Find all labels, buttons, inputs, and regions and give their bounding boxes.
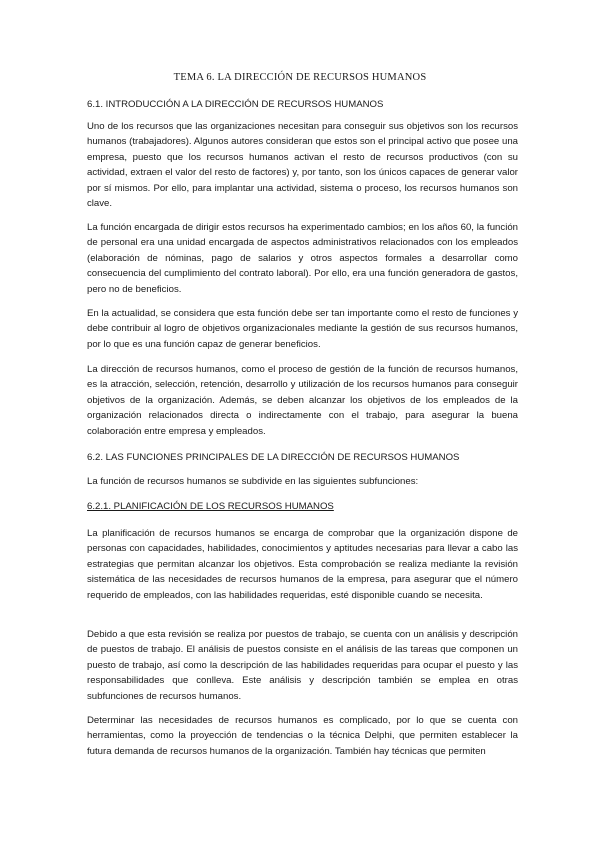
paragraph-planning-3: Determinar las necesidades de recursos humanos es complicado, por lo que se cuenta con herramientas, como la proyección de tendencias o la técnica Delphi, que permiten establecer la futura demanda de recursos humanos de la organización. También hay técnicas que permiten — [87, 715, 518, 757]
paragraph-planning-1: La planificación de recursos humanos se encarga de comprobar que la organización dispone de personas con capacidades, habilidades, conocimientos y aptitudes necesarias para llevar a cabo las estrategias que permitan alcanzar los objetivos. Esta comprobación se realiza mediante la revisión sistemática de las necesidades de recursos humanos de la empresa, para asegurar que el número requerido de empleados, con las habilidades requeridas, esté disponible cuando se necesita. — [87, 528, 518, 601]
section-heading-6-1: 6.1. INTRODUCCIÓN A LA DIRECCIÓN DE RECURSOS HUMANOS — [87, 99, 384, 110]
paragraph-intro-4: La dirección de recursos humanos, como el proceso de gestión de la función de recursos humanos, es la atracción, selección, retención, desarrollo y utilización de los recursos humanos para conseguir objetivos de la organización. Además, se deben alcanzar los objetivos de los empleados de la organización relacionados directa o indirectamente con el trabajo, para asegurar la buena colaboración entre empresa y empleados. — [87, 364, 518, 437]
section-heading-6-2: 6.2. LAS FUNCIONES PRINCIPALES DE LA DIRECCIÓN DE RECURSOS HUMANOS — [87, 452, 460, 463]
subsection-heading-6-2-1: 6.2.1. PLANIFICACIÓN DE LOS RECURSOS HUMANOS — [87, 501, 334, 512]
paragraph-intro-3: En la actualidad, se considera que esta función debe ser tan importante como el resto de funciones y debe contribuir al logro de objetivos organizacionales mediante la gestión de sus recursos humanos, por lo que es una función capaz de generar beneficios. — [87, 308, 518, 350]
document-title: TEMA 6. LA DIRECCIÓN DE RECURSOS HUMANOS — [173, 72, 427, 83]
paragraph-subfunctions-intro: La función de recursos humanos se subdivide en las siguientes subfunciones: — [87, 476, 419, 487]
paragraph-planning-2: Debido a que esta revisión se realiza por puestos de trabajo, se cuenta con un análisis y descripción de puestos de trabajo. El análisis de puestos consiste en el análisis de las tareas que componen un puesto de trabajo, así como la descripción de las habilidades requeridas para ocupar el puesto y las responsabilidades que conlleva. Este análisis y descripción también se emplea en otras subfunciones de recursos humanos. — [87, 629, 518, 702]
paragraph-intro-2: La función encargada de dirigir estos recursos ha experimentado cambios; en los años 60, la función de personal era una unidad encargada de aspectos administrativos relacionados con los empleados (elaboración de nóminas, pago de salarios y otros aspectos formales a desarrollar como consecuencia del cumplimiento del contrato laboral). Por ello, era una función generadora de gastos, pero no de beneficios. — [87, 222, 518, 295]
paragraph-intro-1: Uno de los recursos que las organizaciones necesitan para conseguir sus objetivos son los recursos humanos (trabajadores). Algunos autores consideran que estos son el principal activo que posee una empresa, puesto que los recursos humanos activan el resto de recursos productivos (con su actividad, extraen el valor del resto de factores) y, por tanto, son los únicos capaces de generar valor por sí mismos. Por ello, para implantar una actividad, sistema o proceso, los recursos humanos son clave. — [87, 121, 518, 210]
